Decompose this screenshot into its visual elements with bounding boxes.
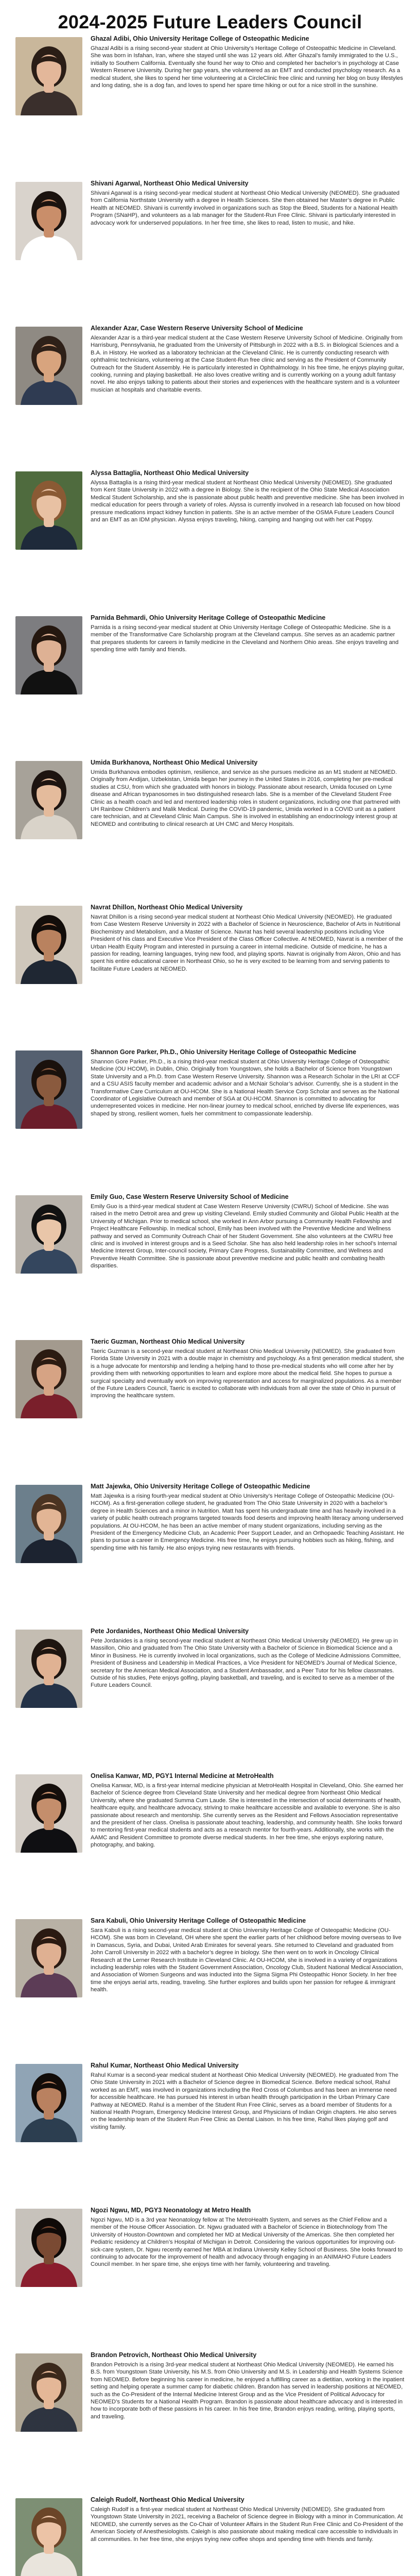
member-bio: Sara Kabuli is a rising second-year medical student at Ohio University Heritage College of Osteopathic Medicine (OU-HCOM). She was born in Cleveland, OH where she spent the earlier parts of her childhood before moving overseas to live in Damascus, Syria, and Dubai, United Arab Emirates for several years. She returned to Cleveland and graduated from John Carroll University in 2022 with a bachelor’s degree in biology. She then went on to work in Oncology Clinical Research at the Lerner Research Institute in Cleveland Clinic. At OU-HCOM, she is involved in a variety of organizations including leadership roles with the Student Government Association, Oncology Club, Student National Medical Association, and Association of Women Surgeons and was inducted into the Sigma Sigma Phi Osteopathic Honor Society. In her free time she enjoys aerial arts, reading, traveling. She further explores and builds upon her passion for refugee & immigrant health. xyxy=(91,1927,403,1993)
member-photo xyxy=(15,1050,82,1129)
member-photo xyxy=(15,2064,82,2142)
council-member xyxy=(15,1772,405,1875)
council-member xyxy=(15,904,405,1007)
member-name: Shannon Gore Parker, Ph.D., Ohio University Heritage College of Osteopathic Medicine xyxy=(91,1048,357,1056)
member-bio: Navrat Dhillon is a rising second-year medical student at Northeast Ohio Medical University (NEOMED). He graduated from Case Western Reserve University in 2022 with a Bachelor of Science in Neuroscience, Bachelor of Arts in Nutritional Biochemistry and Metabolism, and a Master of Science. Navrat has held several leadership positions including Vice President of his class and Executive Vice President of the Class Officer Collective. At NEOMED, Navrat is a member of the Urban Health Equity Program and interested in pursuing a career in internal medicine. Outside of medicine, he has a passion for reading, learning languages, trying new food, and playing sports. Navrat is originally from Akron, Ohio and has spent his entire educational career in Northeast Ohio, so he is very excited to be learning from and serving patients to facilitate Future Leaders at NEOMED. xyxy=(91,914,404,972)
member-bio: Rahul Kumar is a second-year medical student at Northeast Ohio Medical University (NEOMED). He graduated from The Ohio State University in 2021 with a Bachelor of Science degree in Biomedical Science. Before medical school, Rahul worked as an EMT, was involved in organizations including the Red Cross of Columbus and has been an immense need for accessible healthcare. He has pursued his interest in urban health through participation in the Urban Primary Care Pathway at NEOMED. Rahul is a member of the Student Run Free Clinic, serves as a board member of Students for a National Health Program, Emergency Medicine Interest Group, and Physicians of Indian Origin chapters. He also serves on the leadership team of the Student Run Free Clinic as Dental Liaison. In his free time, Rahul likes playing golf and visiting family. xyxy=(91,2072,398,2130)
council-member xyxy=(15,469,405,572)
member-bio: Emily Guo is a third-year medical student at Case Western Reserve University (CWRU) School of Medicine. She was raised in the metro Detroit area and grew up visiting Cleveland. Emily studied Community and Global Public Health at the University of Michigan. Prior to medical school, she worked in Ann Arbor pursuing a Community Health Fellowship and Project Healthcare Fellowship. In medical school, Emily has been involved with the Preventive Medicine and Wellness pathway and served as Community Outreach Chair of her Student Government. She also volunteers at the CWRU free clinic and is involved in interest groups and is a Seed Scholar. She has also held leadership roles in her school’s Internal Medicine Interest Group, Inter-council society, Primary Care Progress, Sustainability Committee, and Wellness and Preventive Health Committee. She is passionate about preventive medicine and public health and combating health disparities. xyxy=(91,1204,399,1269)
member-photo xyxy=(15,2498,82,2576)
member-bio: Ngozi Ngwu, MD is a 3rd year Neonatology fellow at The MetroHealth System, and serves as the Chief Fellow and a member of the House Officer Association. Dr. Ngwu graduated with a Bachelor of Science in Biotechnology from The University of Houston-Downtown and completed her MD at Medical University of the Americas. She then completed her Pediatric residency at Children’s Hospital of Michigan in Detroit. Considering the various opportunities for improving out-sick-care system, Dr. Ngwu recently earned her MBA at Indiana University Kelley School of Business. She looks forward to continuing to advocate for the improvement of health and advocacy through engaging in an ANIMAHO Future Leaders Council member. In her spare time, she enjoys time with her family, volunteering and traveling. xyxy=(91,2217,403,2268)
member-bio-block xyxy=(91,1628,405,1731)
member-bio-block xyxy=(91,1772,405,1875)
member-name: Ghazal Adibi, Ohio University Heritage College of Osteopathic Medicine xyxy=(91,35,309,42)
member-name: Onelisa Kanwar, MD, PGY1 Internal Medicine at MetroHealth xyxy=(91,1772,274,1780)
member-bio-block xyxy=(91,759,405,862)
member-photo xyxy=(15,1919,82,1997)
member-photo xyxy=(15,1630,82,1708)
member-photo xyxy=(15,616,82,694)
member-bio-block xyxy=(91,2496,405,2576)
member-name: Umida Burkhanova, Northeast Ohio Medical University xyxy=(91,759,258,766)
council-member xyxy=(15,2207,405,2310)
member-photo xyxy=(15,2353,82,2432)
member-bio: Onelisa Kanwar, MD, is a first-year internal medicine physician at MetroHealth Hospital in Cleveland, Ohio. She earned her Bachelor of Science degree from Cleveland State University and her medical degree from Northeast Ohio Medical University, where she graduated Summa Cum Laude. She is interested in the intersection of social determinants of health, healthcare equity, and healthcare advocacy, striving to make healthcare accessible and available to everyone. She is also passionate about research and mentorship. She currently serves as the Resident and Fellows Association representative and the president of her class. Onelisa is passionate about teaching, leadership, and community health. She looks forward to mentoring first-year medical students and acts as a research mentor for fourth-years. Additionally, she works with the AAMC and Resident Committee to promote diverse medical students. In her free time, she enjoys exploring nature, photography, and baking. xyxy=(91,1783,404,1849)
council-member xyxy=(15,614,405,717)
member-name: Taeric Guzman, Northeast Ohio Medical University xyxy=(91,1338,245,1345)
member-name: Caleigh Rudolf, Northeast Ohio Medical University xyxy=(91,2496,244,2503)
member-bio: Shannon Gore Parker, Ph.D., is a rising third-year medical student at Ohio University Heritage College of Osteopathic Medicine (OU HCOM), in Dublin, Ohio. Originally from Youngstown, she holds a Bachelor of Science from Youngstown State University and a Ph.D. from Case Western Reserve University. Shannon was a Research Scholar in the LRI at CCF and a CSU ASIS faculty member and academic advisor and a McNair Scholar’s advisor. Currently, she is a student in the Transformative Care Curriculum at OU-HCOM. She is a National Health Service Corp Scholar and serves as the National Coordinator of Legislative Outreach and member of SGA at OU-HCOM. Shannon is committed to advocating for underrepresented voices in medicine. Her non-linear journey to medical school, enriched by diverse life experiences, was shaped by strong, resilient women, fuels her commitment to compassionate leadership. xyxy=(91,1059,400,1117)
member-bio: Alyssa Battaglia is a rising third-year medical student at Northeast Ohio Medical University (NEOMED). She graduated from Kent State University in 2022 with a degree in Biology. She is the recipient of the Ohio State Medical Association Medical Student Scholarship, and she is passionate about public health and preventive medicine. She has been involved in medical education for peers through a variety of roles. Alyssa is currently involved in a research lab focused on how blood pressure medications impact kidney function in patients. She is an active member of the OSMA Future Leaders Council and an EMT as an IDM physician. Alyssa enjoys traveling, hiking, camping and hanging out with her cat Poppy. xyxy=(91,480,404,523)
council-member xyxy=(15,2062,405,2165)
member-bio-block xyxy=(91,1917,405,2020)
member-photo xyxy=(15,182,82,260)
member-bio: Taeric Guzman is a second-year medical student at Northeast Ohio Medical University (NEOMED). She graduated from Florida State University in 2021 with a double major in chemistry and psychology. As a first generation medical student, she is a huge advocate for mentorship and lending a helping hand to those pre-medical students who will come after her by providing them with networking opportunities to learn and explore more about the medical field. She hopes to pursue a surgical specialty and eventually work on improving representation and access for marginalized populations. As a member of the Future Leaders Council, Taeric is excited to collaborate with individuals from all over the state of Ohio in pursuit of improving the healthcare system. xyxy=(91,1348,405,1399)
member-photo xyxy=(15,1485,82,1563)
council-member xyxy=(15,1628,405,1731)
council-member xyxy=(15,180,405,283)
member-bio-block xyxy=(91,1048,405,1151)
member-bio-block xyxy=(91,2207,405,2310)
member-name: Ngozi Ngwu, MD, PGY3 Neonatology at Metro Health xyxy=(91,2207,251,2214)
member-name: Alyssa Battaglia, Northeast Ohio Medical University xyxy=(91,469,249,477)
council-member xyxy=(15,325,405,428)
member-photo xyxy=(15,1195,82,1274)
member-name: Alexander Azar, Case Western Reserve University School of Medicine xyxy=(91,325,303,332)
member-photo xyxy=(15,2209,82,2287)
council-member-list xyxy=(0,34,420,2576)
member-bio-block xyxy=(91,2062,405,2165)
member-bio-block xyxy=(91,2351,405,2454)
member-name: Parnida Behmardi, Ohio University Heritage College of Osteopathic Medicine xyxy=(91,614,326,621)
member-bio-block xyxy=(91,1193,405,1296)
member-bio: Shivani Agarwal is a rising second-year medical student at Northeast Ohio Medical University (NEOMED). She graduated from California Northstate University with a degree in Health Sciences. She then obtained her Master’s degree in Public Health at NEOMED. Shivani is currently involved in organizations such as Stop the Bleed, Students for a National Health Program (SNaHP), and volunteers as a lab manager for the Student-Run Free Clinic. Shivani is particularly interested in advocacy work for underserved populations. In her free time, she likes to read, listen to music, and hike. xyxy=(91,190,400,226)
member-photo xyxy=(15,471,82,550)
member-bio-block xyxy=(91,614,405,717)
member-bio: Ghazal Adibi is a rising second-year student at Ohio University’s Heritage College of Osteopathic Medicine in Cleveland. She was born in Isfahan, Iran, where she stayed until she was 12 years old. After Ghazal’s family immigrated to the U.S., initially to Southern California. Eventually she found her way to Ohio and completed her bachelor’s in psychology at Case Western Reserve University. During her gap years, she volunteered as an EMT and conducted psychology research. As a medical student, she likes to spend her time volunteering at a CircleClinic free clinic and running her blog on busy lifestyles and long dating, she is a dog fan, and loves to spend her spare time hiking or out for a nice stroll in the sunshine. xyxy=(91,45,403,89)
council-member xyxy=(15,1048,405,1151)
member-bio-block xyxy=(91,325,405,428)
member-name: Brandon Petrovich, Northeast Ohio Medical University xyxy=(91,2351,257,2359)
member-name: Pete Jordanides, Northeast Ohio Medical University xyxy=(91,1628,249,1635)
member-bio: Pete Jordanides is a rising second-year medical student at Northeast Ohio Medical University (NEOMED). He grew up in Massillon, Ohio and graduated from The Ohio State University with a Bachelor of Science in Biomedical Science and a Minor in Business. He is currently involved in local organizations, such as the College of Medicine Admissions Committee, President of Business and Leadership in Medical Practices, a Vice President for NEOMED’s Journal of Medical Science, secretary for the American Medical Association, and a Student Ambassador, and a Peer Tutor for his fellow classmates. Outside of his studies, Pete enjoys golfing, playing basketball, and traveling, and is excited to serve as a member of the Future Leaders Council. xyxy=(91,1638,401,1689)
member-name: Shivani Agarwal, Northeast Ohio Medical University xyxy=(91,180,249,187)
member-bio: Caleigh Rudolf is a first-year medical student at Northeast Ohio Medical University (NEOMED). She graduated from Youngstown State University in 2021, receiving a Bachelor of Science degree in Biology with a minor in Communication. At NEOMED, she currently serves as the Co-Chair of Volunteer Affairs in the Student Run Free Clinic and Co-President of the American Society of Anesthesiologists. Caleigh is also passionate about making medical care accessible to individuals in all communities. In her free time, she enjoys trying new coffee shops and spending time with friends and family. xyxy=(91,2506,404,2543)
council-member xyxy=(15,1193,405,1296)
council-member xyxy=(15,759,405,862)
member-bio: Brandon Petrovich is a rising 3rd-year medical student at Northeast Ohio Medical University (NEOMED). He earned his B.S. from Youngstown State University, his M.S. from Ohio University and M.S. in Leadership and Health Systems Science from NEOMED. Before beginning his career in medicine, he enjoyed a fulfilling career as a dietitian, working in the inpatient setting and helping operate a summer camp for diabetic children. Brandon has served in leadership positions at NEOMED, such as the Co-President of the Internal Medicine Interest Group and as the Vice President of Political Advocacy for NEOMED’s Students for a National Health Program. Brandon is passionate about healthcare advocacy and is interested in how to incorporate both of these passions in his career. In his free time, Brandon enjoys reading, writing, playing sports, and traveling. xyxy=(91,2362,405,2420)
member-bio: Umida Burkhanova embodies optimism, resilience, and service as she pursues medicine as an M1 student at NEOMED. Originally from Andijan, Uzbekistan, Umida began her journey in the United States in 2016, completing her pre-medical studies at CSU, from which she graduated with honors in biology. Passionate about research, Umida focused on Lyme disease and African trypanosomes in two distinguished research labs. She is a member of the Cleveland Student Free Clinic as a health coach and led and mentored leadership roles in student organizations, including one that partnered with UH Rainbow Children’s and Malik Medical. During the COVID-19 pandemic, Umida worked in a COVID unit as a patient care technician, and at Cleveland Clinic Main Campus. She is involved in establishing an endocrinology interest group at NEOMED and contributing to clinical research at UH CMC and Mercy Hospitals. xyxy=(91,769,400,827)
page-title: 2024-2025 Future Leaders Council xyxy=(58,11,362,32)
member-photo xyxy=(15,1774,82,1853)
member-bio-block xyxy=(91,180,405,283)
member-photo xyxy=(15,327,82,405)
council-member xyxy=(15,1338,405,1441)
member-photo xyxy=(15,761,82,839)
member-bio-block xyxy=(91,469,405,572)
member-bio-block xyxy=(91,904,405,1007)
council-member xyxy=(15,2496,405,2576)
member-bio: Parnida is a rising second-year medical student at Ohio University Heritage College of Osteopathic Medicine. She is a member of the Transformative Care Scholarship program at the Cleveland campus. She serves as an academic partner that prepares students for careers in family medicine in the Cleveland and Northern Ohio areas. She enjoys traveling and spending time with family and friends. xyxy=(91,624,399,653)
member-photo xyxy=(15,1340,82,1418)
member-bio-block xyxy=(91,1338,405,1441)
member-name: Rahul Kumar, Northeast Ohio Medical University xyxy=(91,2062,239,2069)
member-name: Navrat Dhillon, Northeast Ohio Medical University xyxy=(91,904,243,911)
member-photo xyxy=(15,906,82,984)
council-member xyxy=(15,35,405,138)
member-bio: Matt Jajewka is a rising fourth-year medical student at Ohio University’s Heritage College of Osteopathic Medicine (OU-HCOM). As a first-generation college student, he graduated from The Ohio State University in 2020 with a bachelor’s degree in Health Sciences and a minor in Nutrition. Matt has spent his undergraduate time and has heavily involved in a variety of public health outreach programs targeted towards food deserts and improving health literacy among underserved populations. At OU-HCOM, he has been an active member of many student organizations, including serving as the President of the Emergency Medicine Club, an Academic Peer Support Leader, and an Orthopaedic Teaching Assistant. He plans to pursue a career in Emergency Medicine. His free time, he enjoys pursuing hobbies such as hiking, fishing, and spending time with his family. He also enjoys trying new restaurants with friends. xyxy=(91,1493,405,1551)
member-name: Emily Guo, Case Western Reserve University School of Medicine xyxy=(91,1193,289,1200)
council-member xyxy=(15,1917,405,2020)
member-bio-block xyxy=(91,35,405,138)
member-name: Matt Jajewka, Ohio University Heritage College of Osteopathic Medicine xyxy=(91,1483,310,1490)
council-member xyxy=(15,2351,405,2454)
member-name: Sara Kabuli, Ohio University Heritage College of Osteopathic Medicine xyxy=(91,1917,306,1924)
member-photo xyxy=(15,37,82,115)
council-member xyxy=(15,1483,405,1586)
member-bio-block xyxy=(91,1483,405,1586)
member-bio: Alexander Azar is a third-year medical student at the Case Western Reserve University School of Medicine. Originally from Harrisburg, Pennsylvania, he graduated from the University of Pittsburgh in 2022 with a B.S. in Biological Sciences and a B.A. in History. He worked as a laboratory technician at the Cleveland Clinic. He is currently conducting research with ophthalmic technicians, volunteering at the Case Student-Run free clinic and serving as the President of Community Outreach for the Student Assembly. He is particularly interested in Ophthalmology. In his free time, he enjoys playing guitar, cooking, running and playing basketball. He also loves creative writing and is currently working on a young adult fantasy novel. He also enjoys talking to patients about their stories and experiences with the healthcare system and is a volunteer musician at hospitals and charitable events. xyxy=(91,335,404,393)
